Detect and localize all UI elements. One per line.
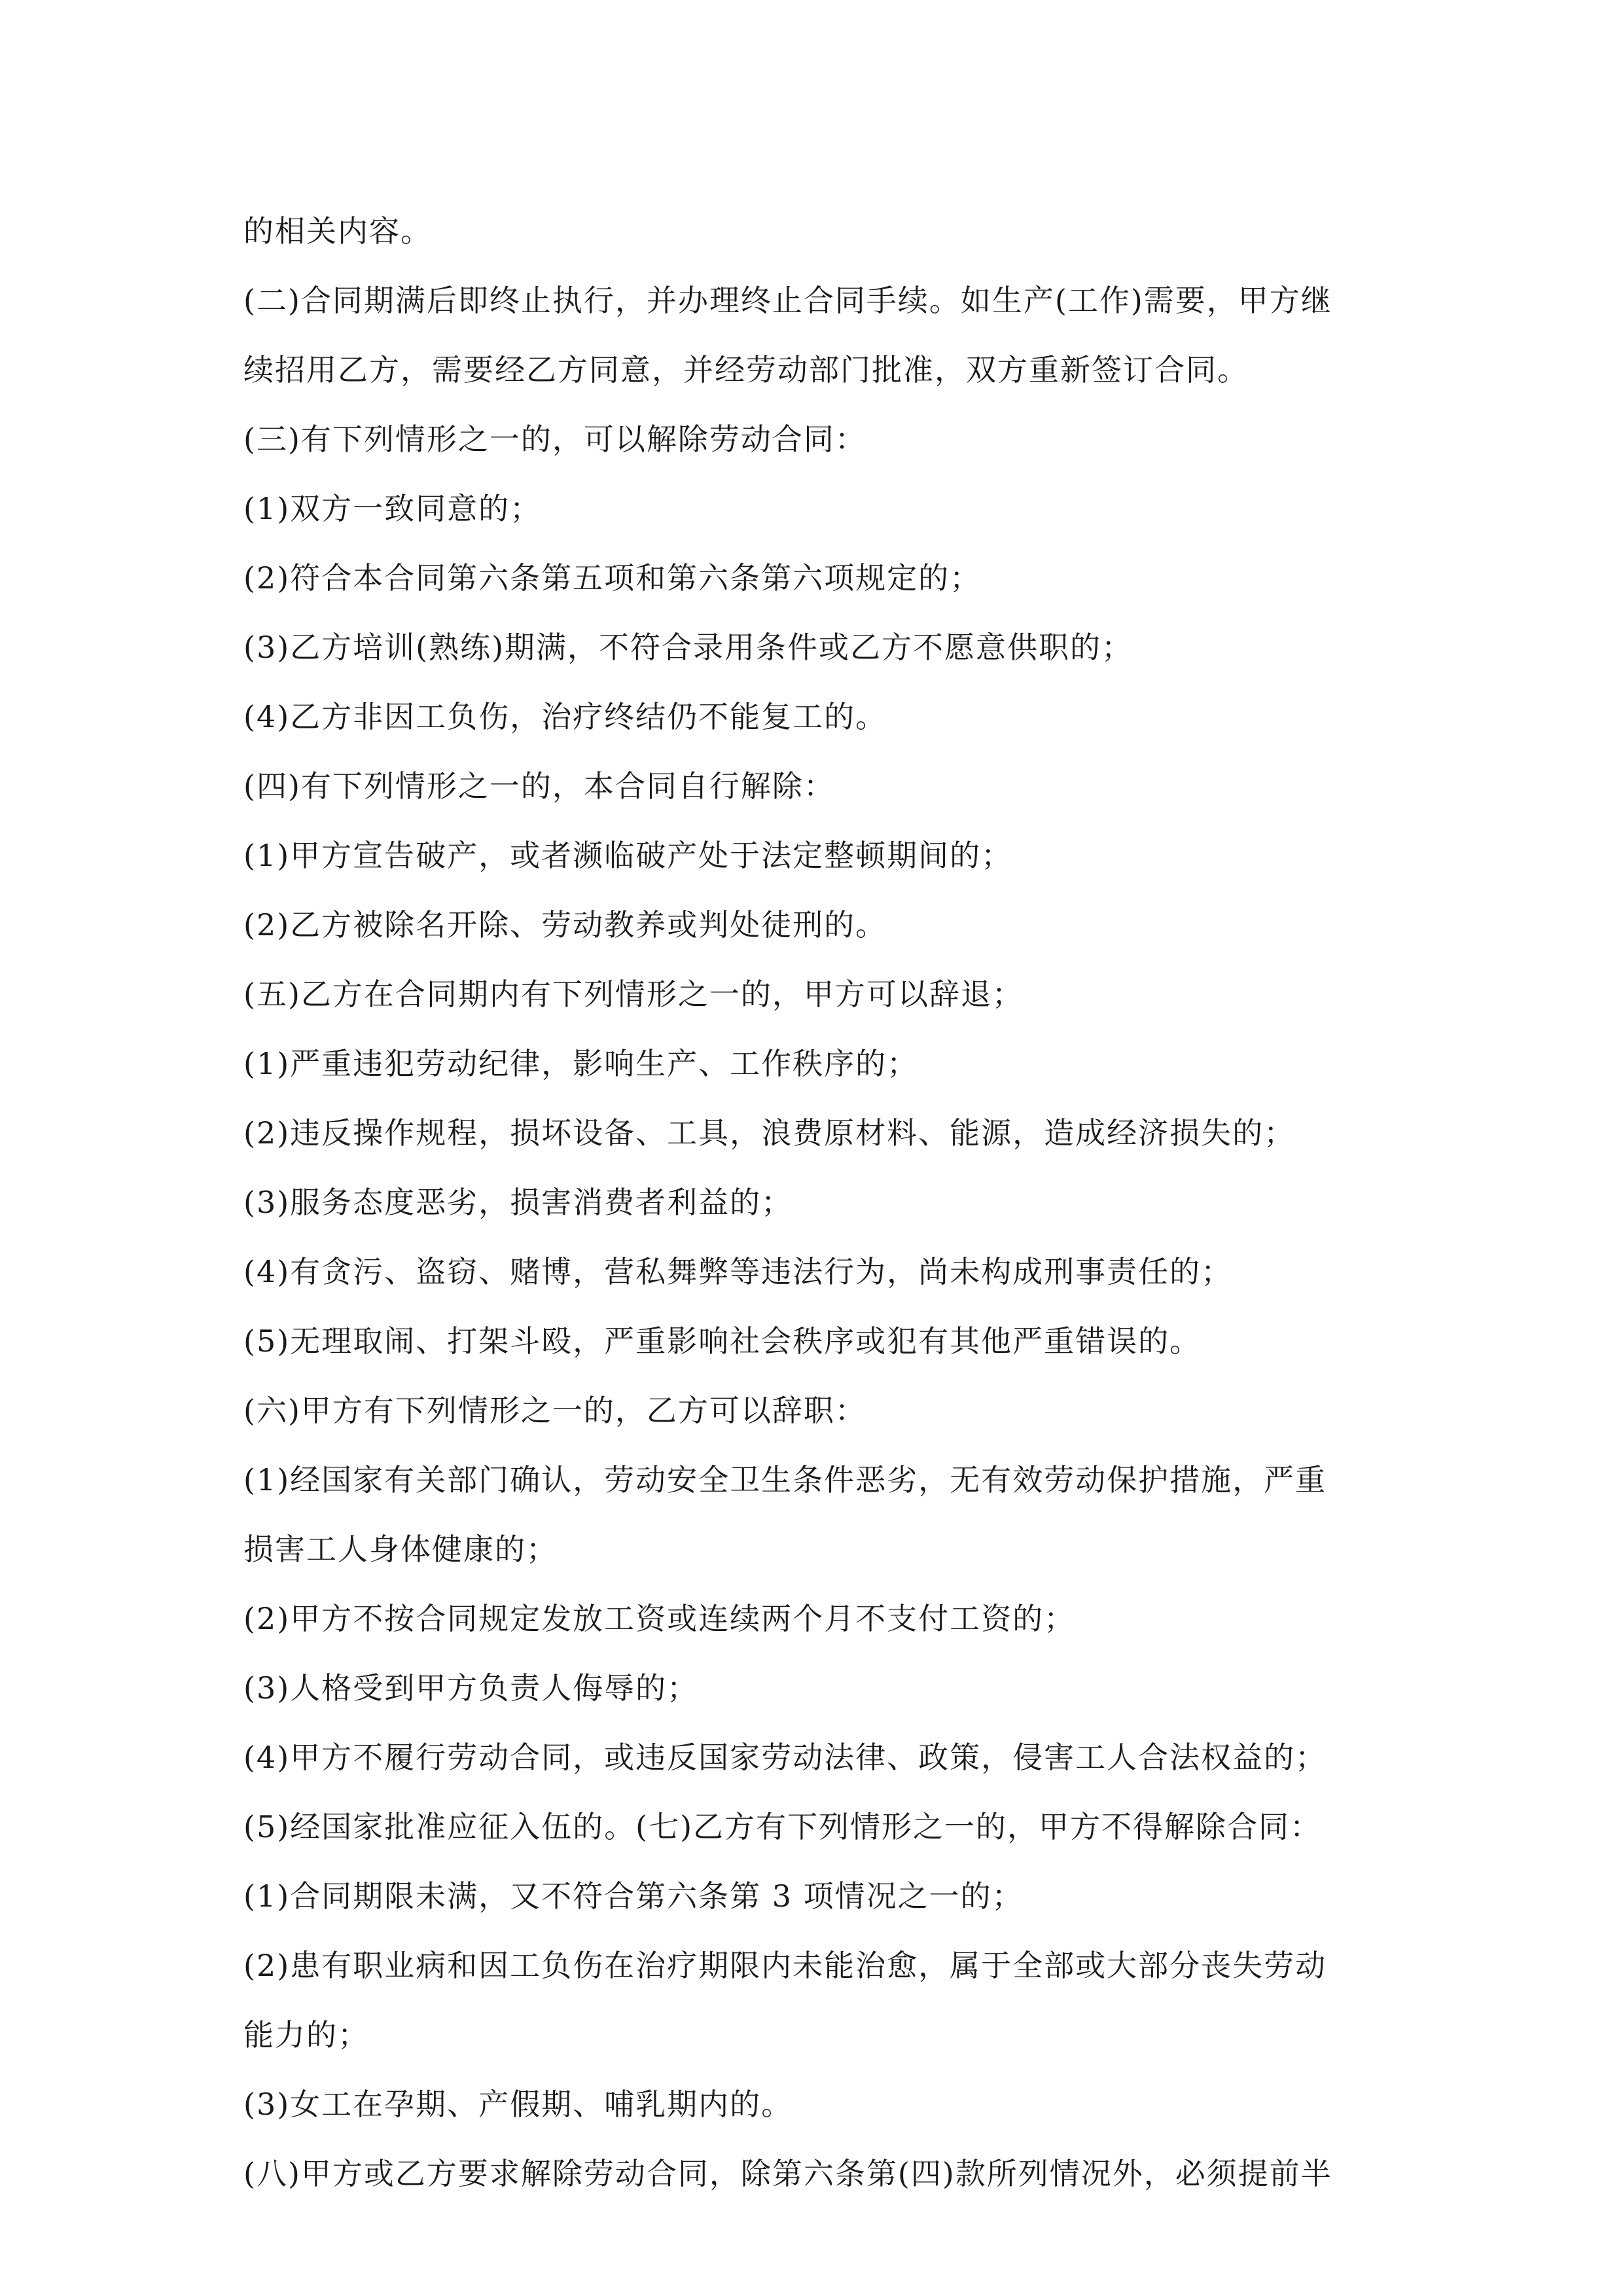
text-line: (2)甲方不按合同规定发放工资或连续两个月不支付工资的；	[243, 1601, 1076, 1636]
text-line: (3)女工在孕期、产假期、哺乳期内的。	[243, 2087, 793, 2122]
text-line: (1)双方一致同意的；	[243, 491, 542, 526]
text-line: (2)符合本合同第六条第五项和第六条第六项规定的；	[243, 560, 982, 596]
text-line: 能力的；	[243, 2017, 369, 2053]
text-line: (1)甲方宣告破产，或者濒临破产处于法定整顿期间的；	[243, 838, 1013, 873]
text-line: (3)人格受到甲方负责人侮辱的；	[243, 1670, 699, 1706]
text-line: (2)乙方被除名开除、劳动教养或判处徒刑的。	[243, 907, 887, 942]
text-line: (五)乙方在合同期内有下列情形之一的，甲方可以辞退；	[243, 977, 1024, 1012]
text-line: (3)服务态度恶劣，损害消费者利益的；	[243, 1185, 793, 1220]
text-line: (5)经国家批准应征入伍的。(七)乙方有下列情形之一的，甲方不得解除合同：	[243, 1809, 1322, 1844]
text-line: (1)合同期限未满，又不符合第六条第 3 项情况之一的；	[243, 1878, 1024, 1914]
text-line: (4)甲方不履行劳动合同，或违反国家劳动法律、政策，侵害工人合法权益的；	[243, 1740, 1327, 1775]
text-line: (3)乙方培训(熟练)期满，不符合录用条件或乙方不愿意供职的；	[243, 630, 1133, 665]
text-line: (八)甲方或乙方要求解除劳动合同，除第六条第(四)款所列情况外，必须提前半	[243, 2156, 1332, 2191]
text-line: (4)有贪污、盗窃、赌博，营私舞弊等违法行为，尚未构成刑事责任的；	[243, 1254, 1233, 1289]
text-line: 续招用乙方，需要经乙方同意，并经劳动部门批准，双方重新签订合同。	[243, 352, 1249, 387]
text-line: (1)经国家有关部门确认，劳动安全卫生条件恶劣，无有效劳动保护措施，严重	[243, 1462, 1327, 1498]
text-line: (六)甲方有下列情形之一的，乙方可以辞职：	[243, 1393, 866, 1428]
text-line: (2)患有职业病和因工负伤在治疗期限内未能治愈，属于全部或大部分丧失劳动	[243, 1948, 1327, 1983]
text-line: (四)有下列情形之一的，本合同自行解除：	[243, 768, 835, 804]
text-line: 的相关内容。	[243, 213, 432, 249]
text-line: (三)有下列情形之一的，可以解除劳动合同：	[243, 422, 866, 457]
document-body	[243, 196, 1385, 2208]
text-line: (二)合同期满后即终止执行，并办理终止合同手续。如生产(工作)需要，甲方继	[243, 283, 1332, 318]
text-line: 损害工人身体健康的；	[243, 1532, 558, 1567]
text-line: (4)乙方非因工负伤，治疗终结仍不能复工的。	[243, 699, 887, 734]
text-line: (1)严重违犯劳动纪律，影响生产、工作秩序的；	[243, 1046, 919, 1081]
text-line: (5)无理取闹、打架斗殴，严重影响社会秩序或犯有其他严重错误的。	[243, 1323, 1202, 1359]
text-line: (2)违反操作规程，损坏设备、工具，浪费原材料、能源，造成经济损失的；	[243, 1115, 1296, 1151]
